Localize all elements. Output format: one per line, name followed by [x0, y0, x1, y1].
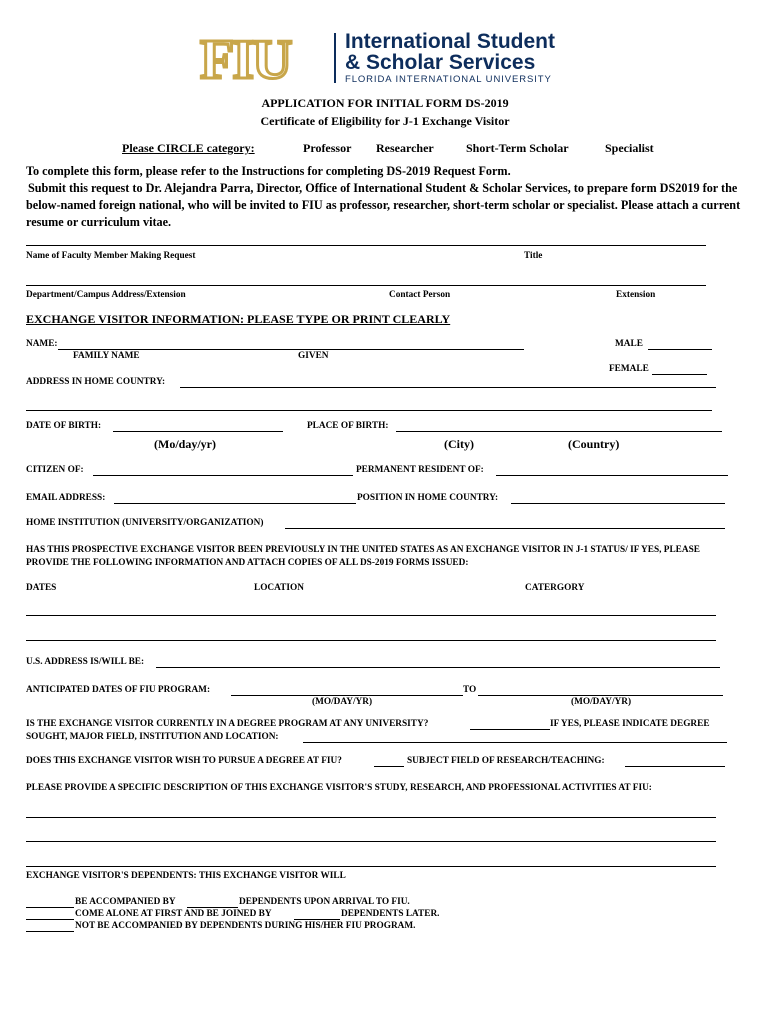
- anticipated-dates-label: ANTICIPATED DATES OF FIU PROGRAM:: [26, 685, 211, 695]
- email-input-line[interactable]: [114, 503, 356, 504]
- pursue-degree-line[interactable]: [374, 766, 404, 767]
- faculty-title-label: Title: [524, 251, 543, 261]
- anticipated-start-line[interactable]: [231, 695, 463, 696]
- male-label: MALE: [615, 339, 643, 349]
- previous-visit-question: HAS THIS PROSPECTIVE EXCHANGE VISITOR BEEN PREVIOUSLY IN THE UNITED STATES AS AN EXCHANGE VISITOR IN J-1 STATUS/ IF YES, PLEASE PROVIDE THE FOLLOWING INFORMATION AND ATTACH COPIES OF ALL DS-2019 FORMS ISSUED:: [26, 545, 700, 568]
- dob-format-label: (Mo/day/yr): [154, 437, 216, 451]
- dates-column-label: DATES: [26, 583, 57, 593]
- start-date-format: (MO/DAY/YR): [312, 697, 373, 707]
- visitor-section-heading: EXCHANGE VISITOR INFORMATION: PLEASE TYPE OR PRINT CLEARLY: [26, 312, 451, 326]
- form-title: APPLICATION FOR INITIAL FORM DS-2019: [261, 96, 509, 110]
- department-line[interactable]: [26, 285, 706, 286]
- previous-visit-line-1[interactable]: [26, 615, 716, 616]
- logo-line2: & Scholar Services: [345, 51, 536, 74]
- accompanied-label-b: DEPENDENTS UPON ARRIVAL TO FIU.: [239, 897, 410, 907]
- category-professor[interactable]: Professor: [303, 141, 352, 155]
- dob-label: DATE OF BIRTH:: [26, 421, 102, 431]
- male-input-line[interactable]: [648, 349, 712, 350]
- logo-divider: [334, 33, 336, 83]
- faculty-name-label: Name of Faculty Member Making Request: [26, 251, 196, 261]
- resident-label: PERMANENT RESIDENT OF:: [356, 465, 484, 475]
- anticipated-end-line[interactable]: [478, 695, 723, 696]
- pob-label: PLACE OF BIRTH:: [307, 421, 389, 431]
- category-short-term-scholar[interactable]: Short-Term Scholar: [466, 141, 569, 155]
- to-label: TO: [463, 685, 477, 695]
- fiu-mark-icon: [198, 32, 338, 84]
- address-home-label: ADDRESS IN HOME COUNTRY:: [26, 377, 166, 387]
- pursue-degree-question: DOES THIS EXCHANGE VISITOR WISH TO PURSUE A DEGREE AT FIU?: [26, 756, 342, 766]
- dependents-heading: EXCHANGE VISITOR'S DEPENDENTS: THIS EXCHANGE VISITOR WILL: [26, 871, 346, 881]
- name-input-line[interactable]: [58, 349, 524, 350]
- joined-later-count-line[interactable]: [294, 919, 340, 920]
- degree-followup: IF YES, PLEASE INDICATE DEGREE: [550, 719, 710, 729]
- home-institution-label: HOME INSTITUTION (UNIVERSITY/ORGANIZATION): [26, 518, 264, 528]
- us-address-label: U.S. ADDRESS IS/WILL BE:: [26, 657, 145, 667]
- given-label: GIVEN: [298, 351, 329, 361]
- citizen-input-line[interactable]: [93, 475, 353, 476]
- previous-visit-line-2[interactable]: [26, 640, 716, 641]
- degree-question: IS THE EXCHANGE VISITOR CURRENTLY IN A DEGREE PROGRAM AT ANY UNIVERSITY?: [26, 719, 429, 729]
- position-label: POSITION IN HOME COUNTRY:: [357, 493, 499, 503]
- activities-prompt: PLEASE PROVIDE A SPECIFIC DESCRIPTION OF THIS EXCHANGE VISITOR'S STUDY, RESEARCH, AND PROFESSIONAL ACTIVITIES AT FIU:: [26, 783, 652, 793]
- female-label: FEMALE: [609, 364, 649, 374]
- not-accompanied-label: NOT BE ACCOMPANIED BY DEPENDENTS DURING HIS/HER FIU PROGRAM.: [75, 921, 416, 931]
- svg-text:FIU: FIU: [200, 32, 291, 84]
- department-label: Department/Campus Address/Extension: [26, 290, 186, 300]
- position-input-line[interactable]: [511, 503, 725, 504]
- country-label: (Country): [568, 437, 620, 451]
- joined-later-check-line[interactable]: [26, 919, 74, 920]
- logo-line1: International Student: [345, 30, 555, 53]
- resident-input-line[interactable]: [496, 475, 728, 476]
- category-specialist[interactable]: Specialist: [605, 141, 654, 155]
- degree-details-line[interactable]: [303, 742, 727, 743]
- joined-later-label-a: COME ALONE AT FIRST AND BE JOINED BY: [75, 909, 272, 919]
- pob-input-line[interactable]: [396, 431, 722, 432]
- activities-line-2[interactable]: [26, 841, 716, 842]
- end-date-format: (MO/DAY/YR): [571, 697, 632, 707]
- extension-label: Extension: [616, 290, 656, 300]
- degree-answer-line[interactable]: [470, 729, 550, 730]
- category-prompt: Please CIRCLE category:: [122, 141, 255, 155]
- joined-later-label-b: DEPENDENTS LATER.: [341, 909, 440, 919]
- dob-input-line[interactable]: [113, 431, 283, 432]
- email-label: EMAIL ADDRESS:: [26, 493, 106, 503]
- not-accompanied-check-line[interactable]: [26, 931, 74, 932]
- us-address-line[interactable]: [156, 667, 720, 668]
- category-column-label: CATERGORY: [525, 583, 585, 593]
- logo-line3: FLORIDA INTERNATIONAL UNIVERSITY: [345, 74, 552, 85]
- contact-person-label: Contact Person: [389, 290, 451, 300]
- instructions-line2: Submit this request to Dr. Alejandra Parra, Director, Office of International Student & Scholar Services, to prepare form DS2019 for the below-named foreign national, who will be invited to FIU as professor, researcher, short-term scholar or specialist. Please attach a current resume or curriculum vitae.: [26, 181, 741, 229]
- category-researcher[interactable]: Researcher: [376, 141, 434, 155]
- name-label: NAME:: [26, 339, 58, 349]
- location-column-label: LOCATION: [254, 583, 304, 593]
- city-label: (City): [444, 437, 474, 451]
- female-input-line[interactable]: [652, 374, 707, 375]
- activities-line-3[interactable]: [26, 866, 716, 867]
- subject-field-label: SUBJECT FIELD OF RESEARCH/TEACHING:: [407, 756, 605, 766]
- family-name-label: FAMILY NAME: [73, 351, 140, 361]
- address-home-line-1[interactable]: [180, 387, 716, 388]
- address-home-line-2[interactable]: [26, 410, 712, 411]
- subject-field-line[interactable]: [625, 766, 725, 767]
- degree-details-label: SOUGHT, MAJOR FIELD, INSTITUTION AND LOCATION:: [26, 732, 279, 742]
- home-institution-line[interactable]: [285, 528, 725, 529]
- activities-line-1[interactable]: [26, 817, 716, 818]
- accompanied-check-line[interactable]: [26, 907, 74, 908]
- instructions-line1: To complete this form, please refer to the Instructions for completing DS-2019 Request Form.: [26, 164, 511, 178]
- citizen-label: CITIZEN OF:: [26, 465, 84, 475]
- accompanied-label-a: BE ACCOMPANIED BY: [75, 897, 176, 907]
- faculty-name-line[interactable]: [26, 245, 706, 246]
- form-subtitle: Certificate of Eligibility for J-1 Exchange Visitor: [260, 114, 510, 128]
- accompanied-count-line[interactable]: [187, 907, 238, 908]
